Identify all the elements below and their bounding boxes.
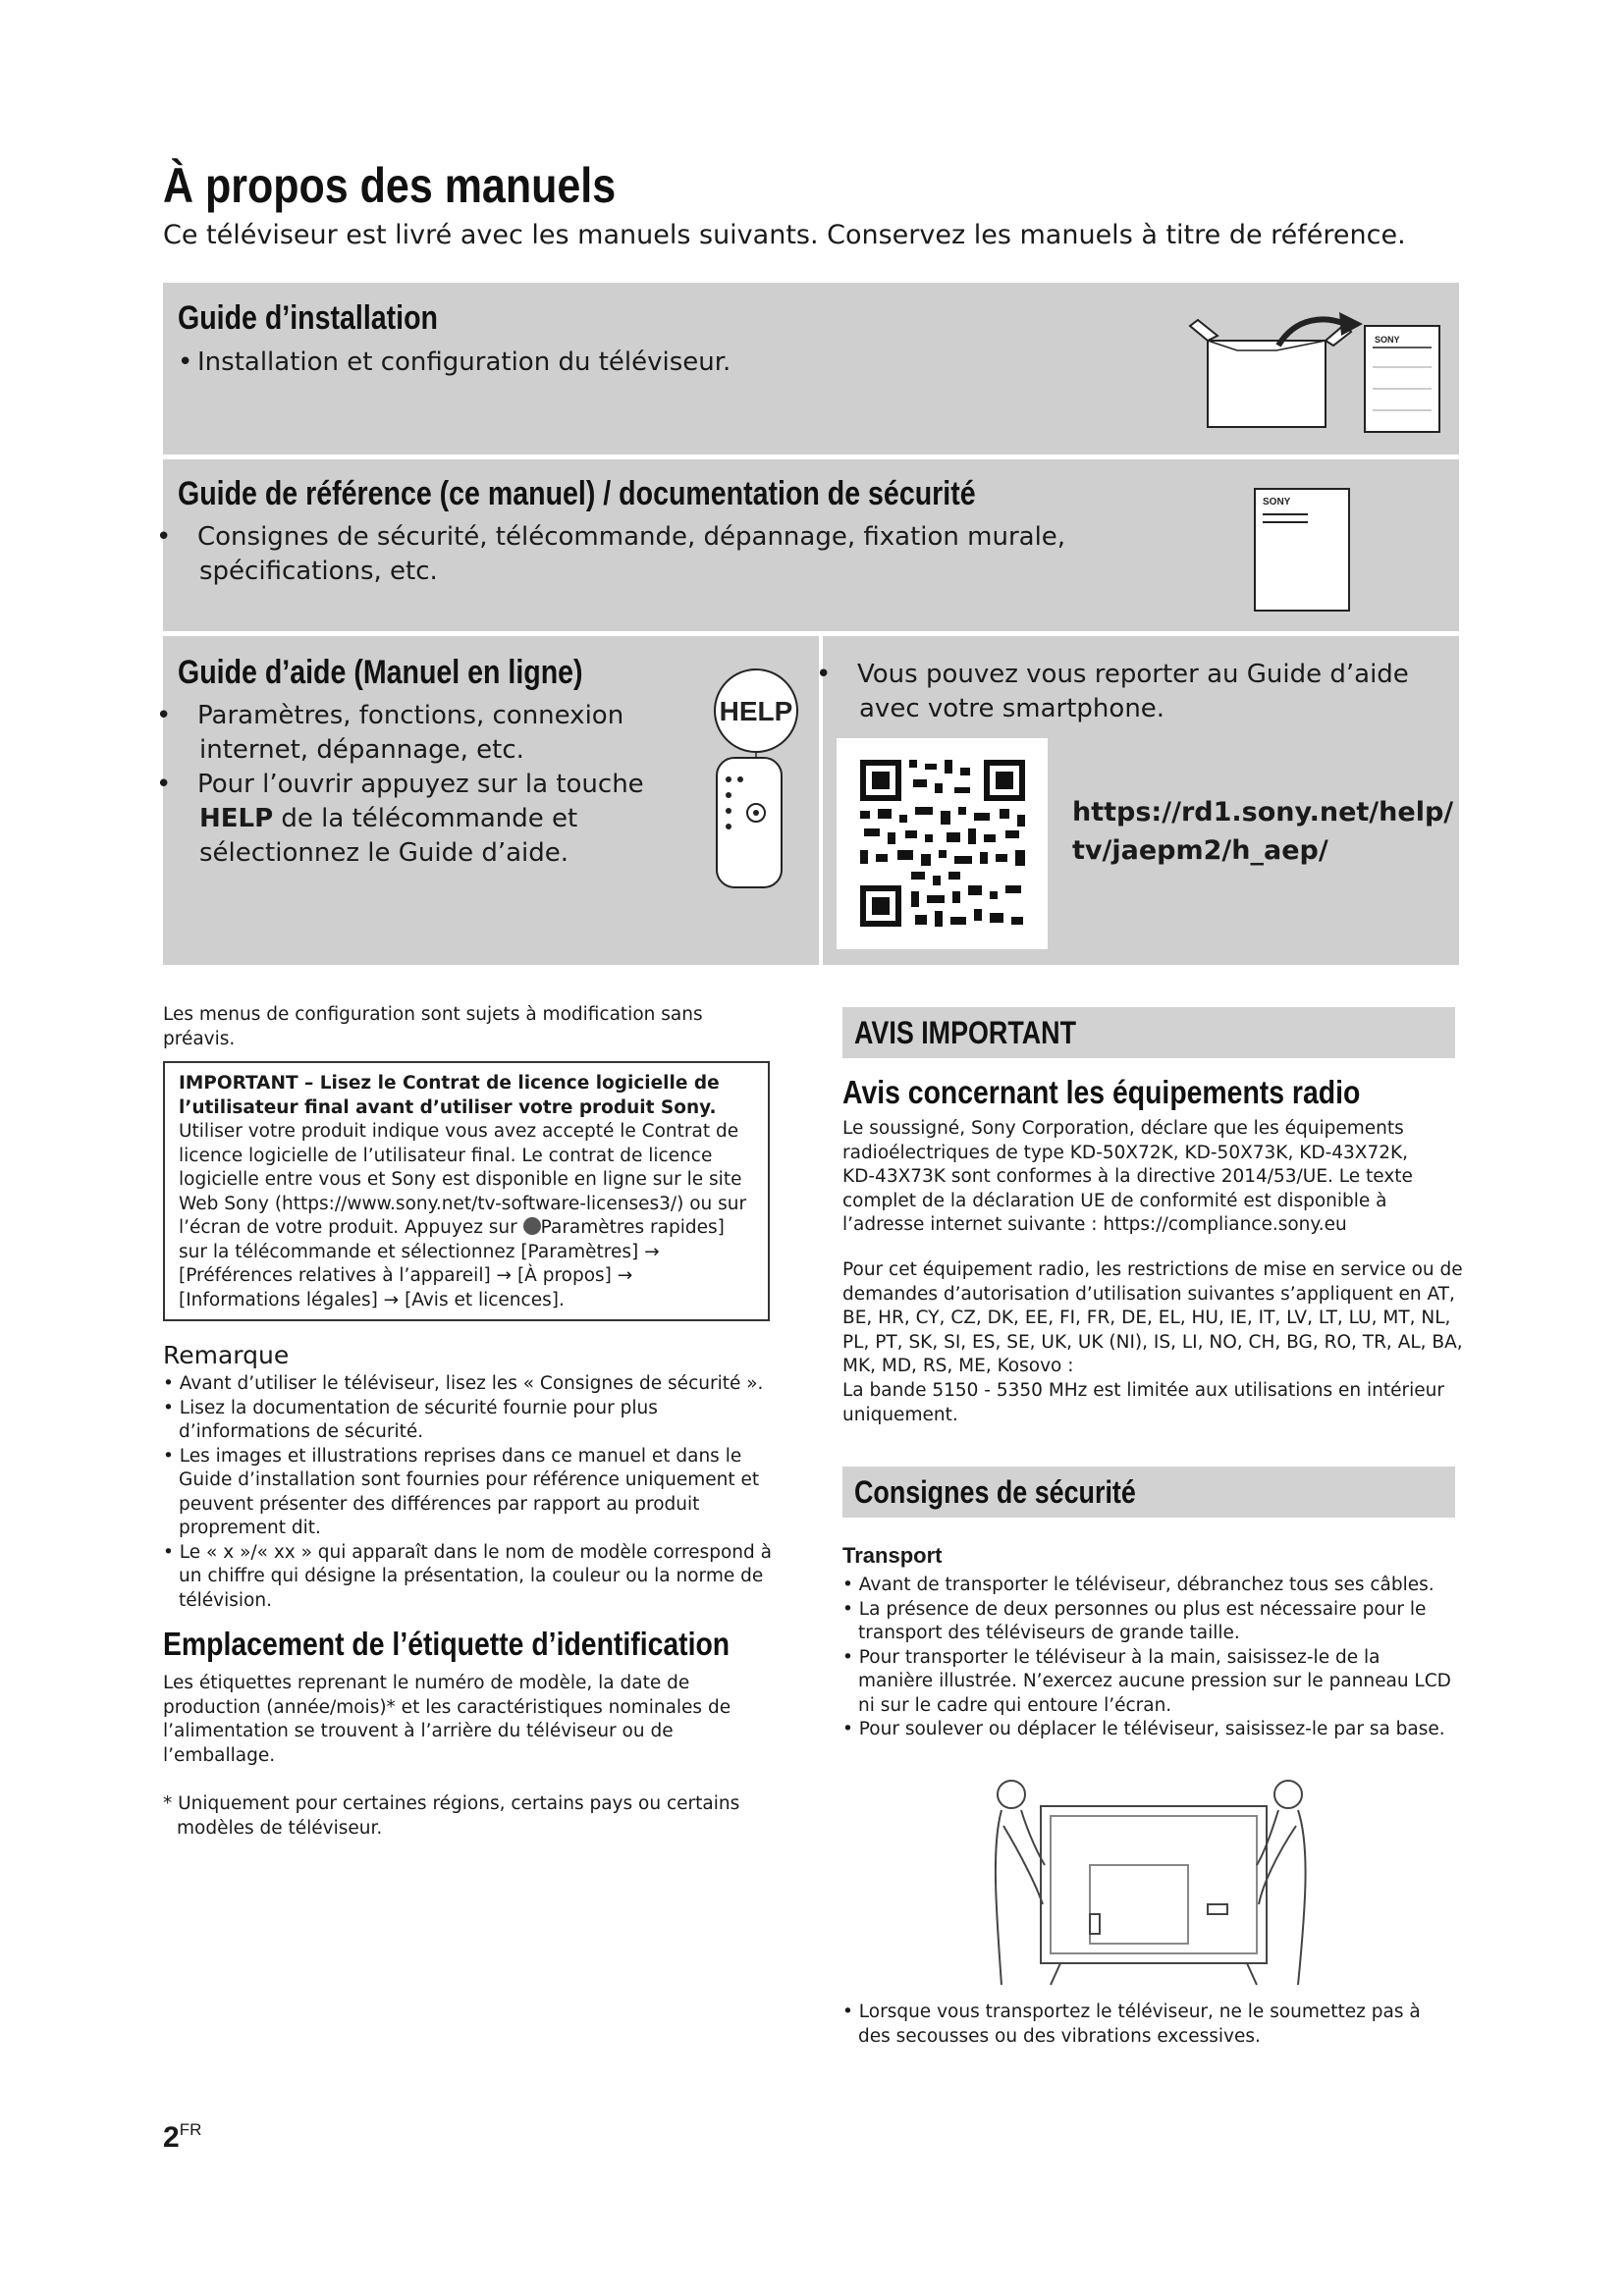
radio-text: Le soussigné, Sony Corporation, déclare que les équipements radioélectriques de type KD-50X72K, KD-50X73K, KD-43X72K, KD-43X73K sont conformes à la directive 2014/53/UE. Le texte complet de la déclaration UE de conformité est disponible à l’adresse internet suivante : https://compliance.sony.eu (842, 1118, 1413, 1235)
installation-heading: Guide d’installation (178, 299, 438, 337)
transport-last-list (842, 2001, 1451, 2049)
help-bullet-2: • Pour l’ouvrir appuyez sur la touche HELP de la télécommande et sélectionnez le Guide d’aide. (156, 770, 644, 868)
remarque-item: • Le « x »/« xx » qui apparaît dans le nom de modèle correspond à un chiffre qui désigne la présentation, la couleur ou la norme de télévision. (163, 1541, 772, 1614)
book-brand: SONY (1263, 497, 1291, 507)
radio-text-3: La bande 5150 - 5350 MHz est limitée aux utilisations en intérieur uniquement. (842, 1380, 1444, 1425)
help-badge: HELP (719, 696, 793, 726)
qr-code[interactable] (837, 738, 1048, 949)
transport-item: • Lorsque vous transportez le téléviseur, ne le soumettez pas à des secousses ou des vibrations excessives. (842, 2001, 1451, 2049)
transport-title: Transport (842, 1543, 943, 1568)
transport-list (842, 1574, 1451, 1742)
important-heading: IMPORTANT – Lisez le Contrat de licence logicielle de l’utilisateur final avant d’utiliser votre produit Sony. (179, 1073, 720, 1118)
footnote: * Uniquement pour certaines régions, certains pays ou certains modèles de téléviseur. (163, 1793, 740, 1839)
intro-text: Ce téléviseur est livré avec les manuels suivants. Conservez les manuels à titre de référence. (163, 220, 1406, 250)
reference-book-icon (1249, 485, 1357, 617)
radio-text-2: Pour cet équipement radio, les restrictions de mise en service ou de demandes d’autorisation d’utilisation suivantes s’appliquent en AT, BE, HR, CY, CZ, DK, EE, FI, FR, DE, EL, HU, IE, IT, LV, LT, LU, MT, NL, PL, PT, SK, SI, ES, SE, UK, UK (NI), IS, LI, NO, CH, BG, RO, TR, AL, BA, MK, MD, RS, ME, Kosovo : (842, 1259, 1463, 1376)
reference-heading: Guide de référence (ce manuel) / documentation de sécurité (178, 475, 976, 512)
smartphone-note: • Vous pouvez vous reporter au Guide d’aide avec votre smartphone. (816, 660, 1409, 723)
remarque-item: • Lisez la documentation de sécurité fournie pour plus d’informations de sécurité. (163, 1397, 772, 1445)
important-text-1: Utiliser votre produit indique vous avez accepté le Contrat de licence logicielle de l’utilisateur final. Le contrat de licence logicielle entre vous et Sony est disponible en ligne sur le site Web Sony (https://www.sony.net/tv-software-licenses3/) ou sur l’écran de votre produit. Appuyez sur (179, 1121, 747, 1238)
tv-carry-illustration (982, 1767, 1316, 1988)
radio-title: Avis concernant les équipements radio (842, 1074, 1361, 1110)
help-url[interactable] (1072, 793, 1453, 870)
emplacement-title: Emplacement de l’étiquette d’identification (163, 1626, 731, 1662)
help-remote-icon (699, 664, 809, 891)
transport-item: • Pour transporter le téléviseur à la main, saisissez-le de la manière illustrée. N’exercez aucune pression sur le panneau LCD ni sur le cadre qui entoure l’écran. (842, 1646, 1451, 1719)
menus-note: Les menus de configuration sont sujets à modification sans préavis. (163, 1004, 703, 1049)
transport-item: • Pour soulever ou déplacer le téléviseur, saisissez-le par sa base. (842, 1718, 1451, 1742)
page-number: $2^{FR}$ (163, 2120, 202, 2154)
avis-important-bar: AVIS IMPORTANT (842, 1007, 1455, 1058)
page-lang: FR (179, 2120, 202, 2139)
help-bullet-1: • Paramètres, fonctions, connexion internet, dépannage, etc. (156, 701, 624, 765)
page-title: À propos des manuels (163, 158, 617, 213)
transport-item: • La présence de deux personnes ou plus est nécessaire pour le transport des téléviseurs de grande taille. (842, 1598, 1451, 1646)
transport-item: • Avant de transporter le téléviseur, débranchez tous ses câbles. (842, 1574, 1451, 1598)
emplacement-text: Les étiquettes reprenant le numéro de modèle, la date de production (année/mois)* et les caractéristiques nominales de l’alimentation se trouvent à l’arrière du téléviseur ou de l’emballage. (163, 1673, 731, 1766)
consignes-bar: Consignes de sécurité (842, 1467, 1455, 1518)
remarque-item: • Les images et illustrations reprises dans ce manuel et dans le Guide d’installation sont fournies pour référence uniquement et peuvent présenter des différences par rapport au produit proprement dit. (163, 1445, 772, 1541)
help-url-line-2: tv/jaepm2/h_aep/ (1072, 835, 1328, 866)
help-url-line-1: https://rd1.sony.net/help/ (1072, 797, 1454, 828)
remarque-title: Remarque (163, 1341, 290, 1369)
remarque-item: • Avant d’utiliser le téléviseur, lisez les « Consignes de sécurité ». (163, 1372, 772, 1397)
installation-bullet: • Installation et configuration du téléviseur. (178, 347, 731, 377)
help-heading: Guide d’aide (Manuel en ligne) (178, 654, 583, 691)
box-and-guide-icon (1188, 306, 1443, 444)
remarque-list (163, 1372, 772, 1613)
help-key: HELP (199, 804, 274, 833)
important-box (163, 1061, 770, 1321)
gear-icon (523, 1217, 541, 1235)
reference-bullet: • Consignes de sécurité, télécommande, dépannage, fixation murale, spécifications, etc. (156, 522, 1066, 586)
important-text-2: Paramètres rapides] sur la télécommande et sélectionnez [Paramètres] → [Préférences relatives à l’appareil] → [À propos] → [Informations légales] → [Avis et licences]. (179, 1217, 725, 1310)
box-brand: SONY (1375, 335, 1400, 345)
